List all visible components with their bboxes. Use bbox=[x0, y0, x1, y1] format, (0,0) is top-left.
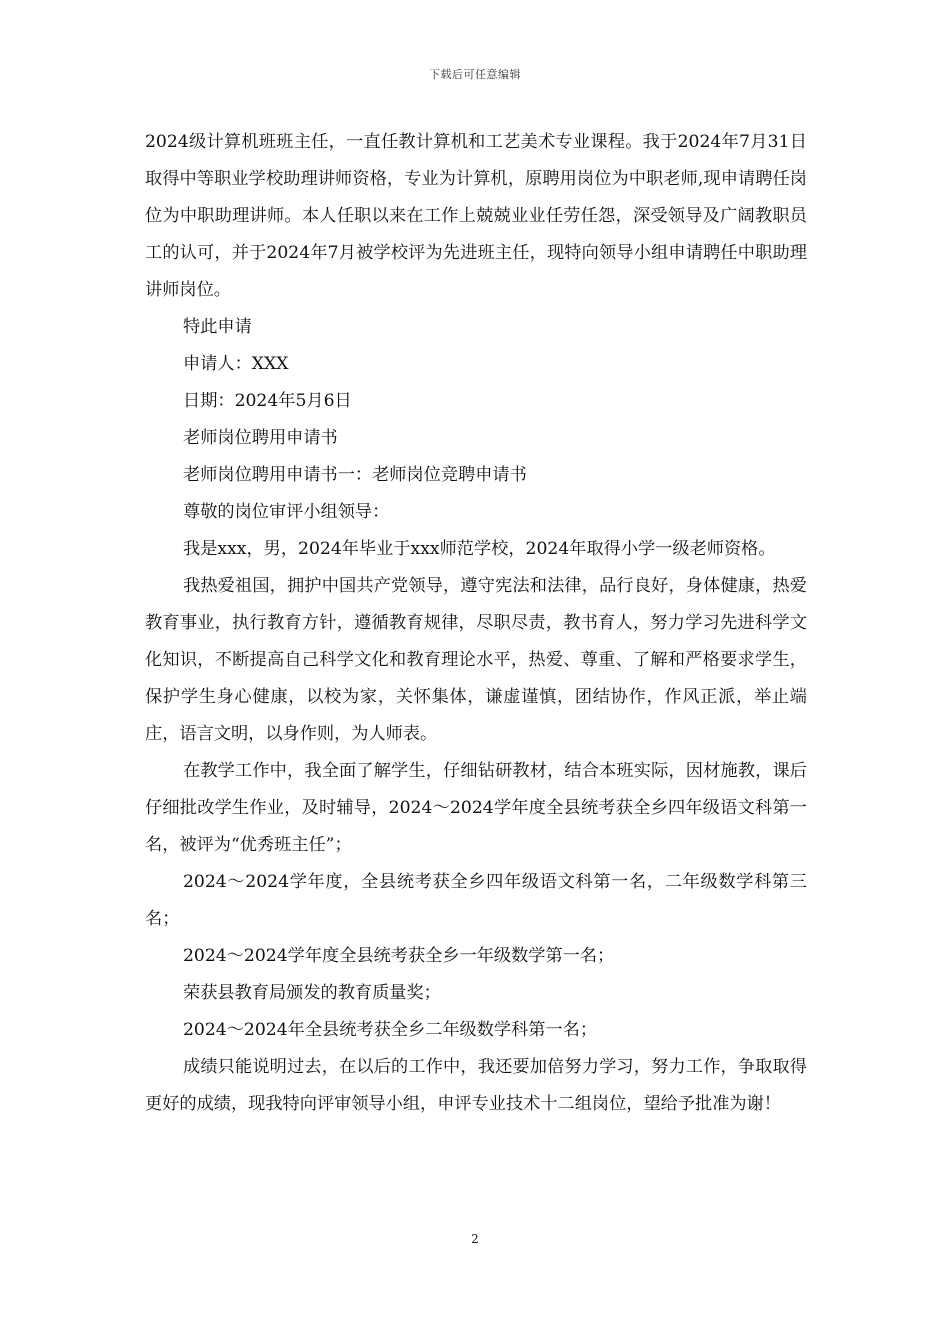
paragraph: 尊敬的岗位审评小组领导： bbox=[183, 502, 390, 522]
paragraph: 我热爱祖国，拥护中国共产党领导，遵守宪法和法律，品行良好，身体健康，热爱教育事业，执行教育方针，遵循教育规律，尽职尽责，教书育人，努力学习先进科学文化知识，不断提高自己科学文化和教育理论水平，热爱、尊重、了解和严格要求学生，保护学生身心健康，以校为家，关怀集体，谦虚谨慎，团结协作，作风正派，举止端庄，语言文明，以身作则，为人师表。 bbox=[145, 576, 807, 744]
page-header: 下载后可任意编辑 bbox=[429, 68, 521, 81]
document-body bbox=[145, 124, 807, 1123]
paragraph: 2024～2024年全县统考获全乡二年级数学科第一名； bbox=[183, 1020, 598, 1040]
paragraph: 荣获县教育局颁发的教育质量奖； bbox=[183, 983, 441, 1003]
paragraph: 老师岗位聘用申请书 bbox=[183, 428, 338, 448]
paragraph: 成绩只能说明过去，在以后的工作中，我还要加倍努力学习，努力工作，争取取得更好的成绩，现我特向评审领导小组，申评专业技术十二组岗位，望给予批准为谢！ bbox=[145, 1057, 807, 1114]
paragraph: 我是xxx，男，2024年毕业于xxx师范学校，2024年取得小学一级老师资格。 bbox=[183, 539, 776, 559]
paragraph: 在教学工作中，我全面了解学生，仔细钻研教材，结合本班实际，因材施教，课后仔细批改学生作业，及时辅导，2024～2024学年度全县统考获全乡四年级语文科第一名，被评为“优秀班主任”； bbox=[145, 761, 807, 855]
paragraph: 2024～2024学年度，全县统考获全乡四年级语文科第一名，二年级数学科第三名； bbox=[145, 872, 807, 929]
paragraph: 老师岗位聘用申请书一：老师岗位竞聘申请书 bbox=[183, 465, 527, 485]
paragraph: 特此申请 bbox=[183, 317, 252, 337]
page-number: 2 bbox=[471, 1232, 479, 1246]
paragraph: 日期：2024年5月6日 bbox=[183, 391, 352, 411]
paragraph: 申请人：XXX bbox=[183, 354, 289, 374]
paragraph: 2024～2024学年度全县统考获全乡一年级数学第一名； bbox=[183, 946, 615, 966]
paragraph: 2024级计算机班班主任，一直任教计算机和工艺美术专业课程。我于2024年7月31日取得中等职业学校助理讲师资格，专业为计算机，原聘用岗位为中职老师,现申请聘任岗位为中职助理讲师。本人任职以来在工作上兢兢业业任劳任怨，深受领导及广阔教职员工的认可，并于2024年7月被学校评为先进班主任，现特向领导小组申请聘任中职助理讲师岗位。 bbox=[145, 132, 807, 300]
